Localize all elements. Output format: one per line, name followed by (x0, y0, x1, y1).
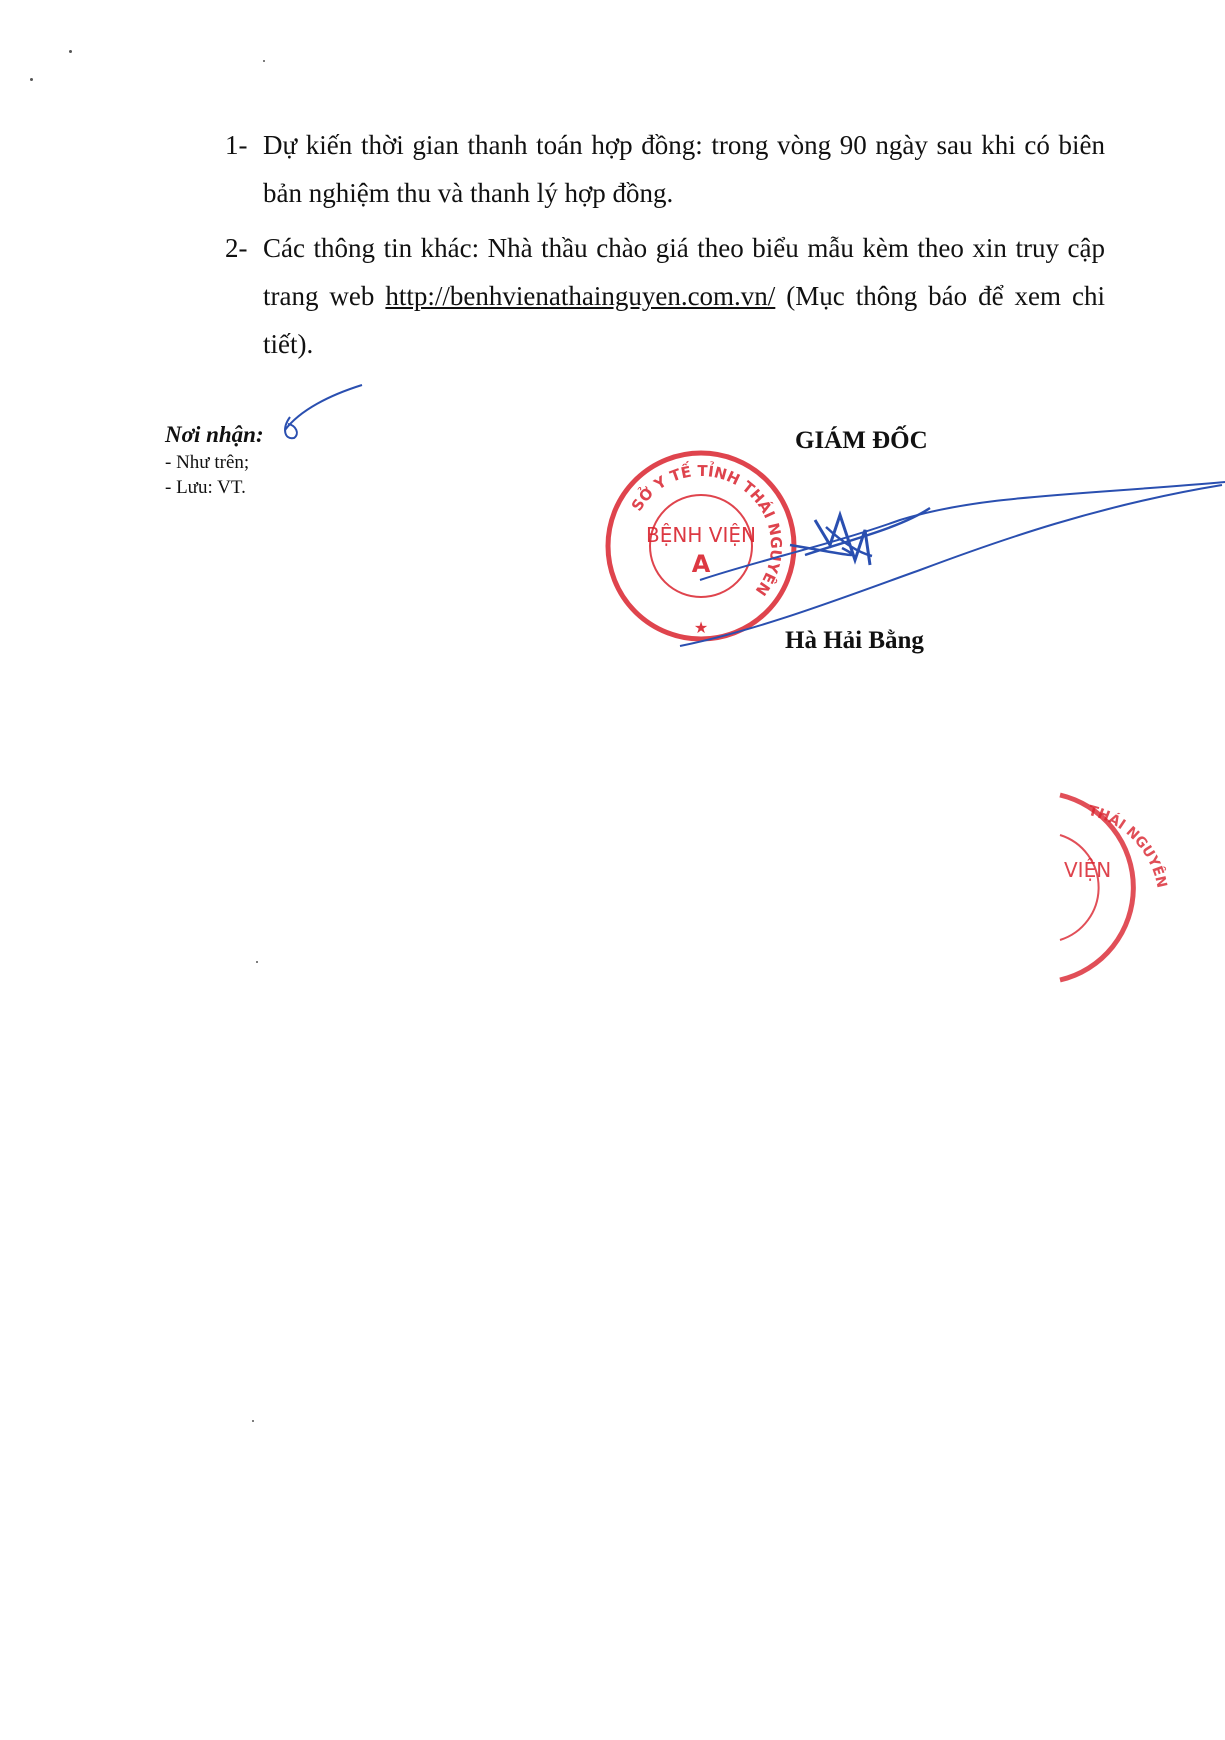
scan-speck (30, 78, 33, 81)
seal-star-icon: ★ (693, 618, 709, 637)
item-text: Dự kiến thời gian thanh toán hợp đồng: trong vòng 90 ngày sau khi có biên bản nghiệm thu và thanh lý hợp đồng. (263, 130, 1105, 208)
item-text-before: Các thông tin khác: Nhà thầu chào giá theo biểu mẫu kèm theo xin truy cập trang web (263, 233, 1105, 311)
website-link[interactable]: http://benhvienathainguyen.com.vn/ (385, 281, 776, 311)
scan-speck (252, 1420, 254, 1422)
item-text (263, 224, 1105, 368)
signer-role: GIÁM ĐỐC (795, 427, 928, 454)
scan-speck (263, 60, 265, 62)
scan-speck (69, 50, 72, 53)
seal-ring-text: SỞ Y TẾ TỈNH THÁI NGUYÊN (627, 461, 786, 600)
scan-speck (256, 961, 258, 963)
partial-seal-ring-text: THÁI NGUYÊN (1086, 802, 1170, 890)
item-text-after: (Mục thông báo để xem chi tiết). (263, 281, 1105, 359)
seal-center-letter: A (691, 550, 711, 578)
recipient-line: - Như trên; (165, 452, 250, 473)
item-number: 2- (225, 233, 248, 263)
recipient-line: - Lưu: VT. (165, 477, 246, 498)
recipients-block (165, 420, 264, 500)
partial-seal-center-text: VIỆN (1064, 858, 1112, 882)
signer-name: Hà Hải Bằng (785, 627, 924, 654)
partial-seal-stamp (1050, 785, 1215, 985)
recipients-title: Nơi nhận: (165, 422, 264, 447)
hospital-seal-stamp (603, 448, 799, 644)
item-number: 1- (225, 130, 248, 160)
seal-center-text: BỆNH VIỆN (646, 523, 756, 547)
